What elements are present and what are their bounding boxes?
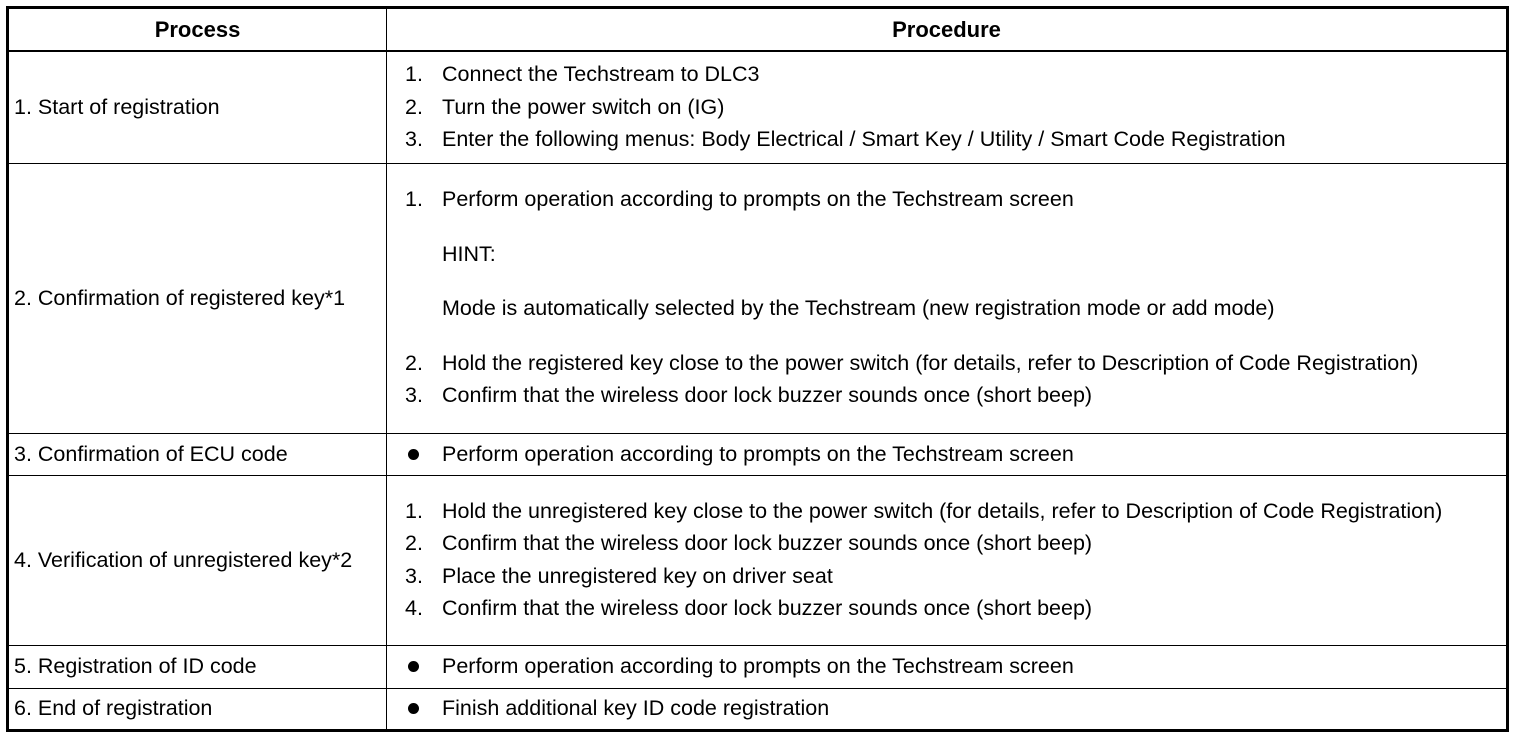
table-row [8, 433, 1508, 475]
header-row [8, 8, 1508, 52]
step-text: Confirm that the wireless door lock buzzer sounds once (short beep) [442, 596, 1093, 620]
step-text: Perform operation according to prompts on the Techstream screen [442, 654, 1074, 679]
procedure-cell [387, 163, 1508, 433]
procedure-step [405, 91, 1498, 124]
hint-label: HINT: [442, 241, 496, 266]
procedure-step [405, 560, 1498, 593]
procedure-step [405, 650, 1498, 683]
procedure-cell [387, 51, 1508, 163]
process-cell: 3. Confirmation of ECU code [8, 433, 387, 475]
table-row [8, 475, 1508, 645]
procedure-cell [387, 475, 1508, 645]
step-number: 2. [405, 531, 423, 555]
step-text: Enter the following menus: Body Electrical / Smart Key / Utility / Smart Code Registration [442, 127, 1286, 151]
step-text: Confirm that the wireless door lock buzzer sounds once (short beep) [442, 383, 1093, 408]
process-cell: 6. End of registration [8, 688, 387, 730]
step-text: Finish additional key ID code registration [442, 696, 830, 721]
procedure-column-header: Procedure [387, 8, 1508, 52]
process-cell: 4. Verification of unregistered key*2 [8, 475, 387, 645]
procedure-cell [387, 645, 1508, 688]
step-number: 3. [405, 563, 423, 588]
step-text: Turn the power switch on (IG) [442, 94, 725, 119]
procedure-step [405, 527, 1498, 560]
step-text: Hold the unregistered key close to the power switch (for details, refer to Description of Code Registration) [442, 498, 1443, 523]
process-cell: 5. Registration of ID code [8, 645, 387, 688]
hint-text: Mode is automatically selected by the Techstream (new registration mode or add mode) [442, 296, 1275, 321]
procedure-step [405, 692, 1498, 725]
bullet-icon [405, 692, 442, 725]
step-text: Hold the registered key close to the power switch (for details, refer to Description of Code Registration) [442, 350, 1419, 375]
procedure-step [405, 438, 1498, 471]
procedure-step [405, 58, 1498, 91]
procedure-step [405, 592, 1498, 625]
table-row [8, 51, 1508, 163]
procedure-step [405, 183, 1498, 216]
table-row [8, 688, 1508, 730]
procedure-step [405, 347, 1498, 380]
process-column-header: Process [8, 8, 387, 52]
step-text: Connect the Techstream to DLC3 [442, 62, 760, 86]
step-text: Perform operation according to prompts on the Techstream screen [442, 441, 1074, 466]
step-number: 3. [405, 127, 423, 151]
bullet-icon [405, 438, 442, 471]
step-number: 3. [405, 383, 423, 408]
process-cell: 1. Start of registration [8, 51, 387, 163]
table-row [8, 645, 1508, 688]
procedure-step [405, 495, 1498, 528]
step-number: 4. [405, 596, 423, 620]
procedure-cell [387, 688, 1508, 730]
step-number: 2. [405, 94, 423, 119]
bullet-icon [405, 650, 442, 683]
step-number: 2. [405, 350, 423, 375]
step-text: Place the unregistered key on driver seat [442, 563, 833, 588]
procedure-cell [387, 433, 1508, 475]
step-number: 1. [405, 498, 423, 523]
procedure-step [405, 379, 1498, 412]
process-cell: 2. Confirmation of registered key*1 [8, 163, 387, 433]
registration-procedure-table [6, 6, 1509, 732]
table-row [8, 163, 1508, 433]
step-text: Confirm that the wireless door lock buzzer sounds once (short beep) [442, 531, 1093, 555]
step-number: 1. [405, 187, 423, 212]
step-text: Perform operation according to prompts on the Techstream screen [442, 187, 1074, 212]
step-number: 1. [405, 62, 423, 86]
procedure-step [405, 123, 1498, 156]
